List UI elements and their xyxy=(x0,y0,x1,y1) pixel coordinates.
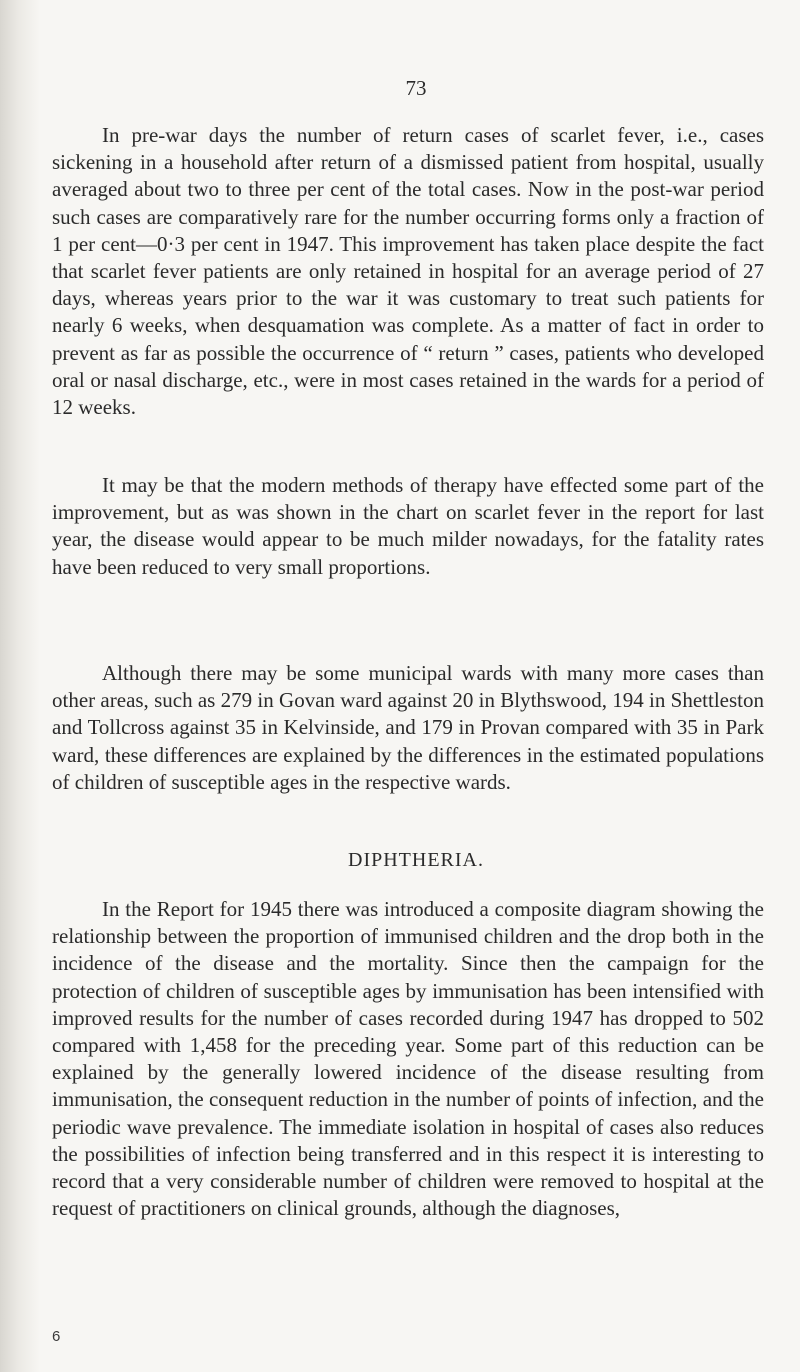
page-number: 73 xyxy=(405,76,427,100)
paragraph-modern-therapy: It may be that the modern methods of therapy have effected some part of the improvement, but as was shown in the chart on scarlet fever in the report for last year, the disease would appear to be much milder nowadays, for the fatality rates have been reduced to very small proportions. xyxy=(52,473,764,579)
section-heading-diphtheria: DIPHTHERIA. xyxy=(348,849,484,871)
page-binding-shadow xyxy=(0,0,40,1372)
paragraph-scarlet-fever-return-cases: In pre-war days the number of return cases of scarlet fever, i.e., cases sickening in a household after return of a dismissed patient from hospital, usually averaged about two to three per cent of the total cases. Now in the post-war period such cases are comparatively rare for the number occurring forms only a fraction of 1 per cent—0·3 per cent in 1947. This improvement has taken place despite the fact that scarlet fever patients are only retained in hospital for an average period of 27 days, whereas years prior to the war it was customary to treat such patients for nearly 6 weeks, when desquamation was complete. As a matter of fact in order to prevent as far as possible the occurrence of “ return ” cases, patients who developed oral or nasal discharge, etc., were in most cases retained in the wards for a period of 12 weeks. xyxy=(52,123,764,420)
paragraph-diphtheria-immunisation: In the Report for 1945 there was introduced a composite diagram showing the relationship between the proportion of immunised children and the drop both in the incidence of the disease and the mortality. Since then the campaign for the protection of children of susceptible ages by immunisation has been intensified with improved results for the number of cases recorded during 1947 has dropped to 502 compared with 1,458 for the preceding year. Some part of this reduction can be explained by the generally lowered incidence of the disease resulting from immunisation, the consequent reduction in the number of points of infection, and the periodic wave prevalence. The immediate isolation in hospital of cases also reduces the possibilities of infection being transferred and in this respect it is interesting to record that a very considerable number of children were removed to hospital at the request of practitioners on clinical grounds, although the diagnoses, xyxy=(52,897,764,1221)
paragraph-municipal-wards: Although there may be some municipal wards with many more cases than other areas, such as 279 in Govan ward against 20 in Blythswood, 194 in Shettleston and Tollcross against 35 in Kelvinside, and 179 in Provan compared with 35 in Park ward, these differences are explained by the differences in the estimated populations of children of susceptible ages in the respective wards. xyxy=(52,661,764,794)
printer-signature-mark: 6 xyxy=(52,1328,61,1345)
